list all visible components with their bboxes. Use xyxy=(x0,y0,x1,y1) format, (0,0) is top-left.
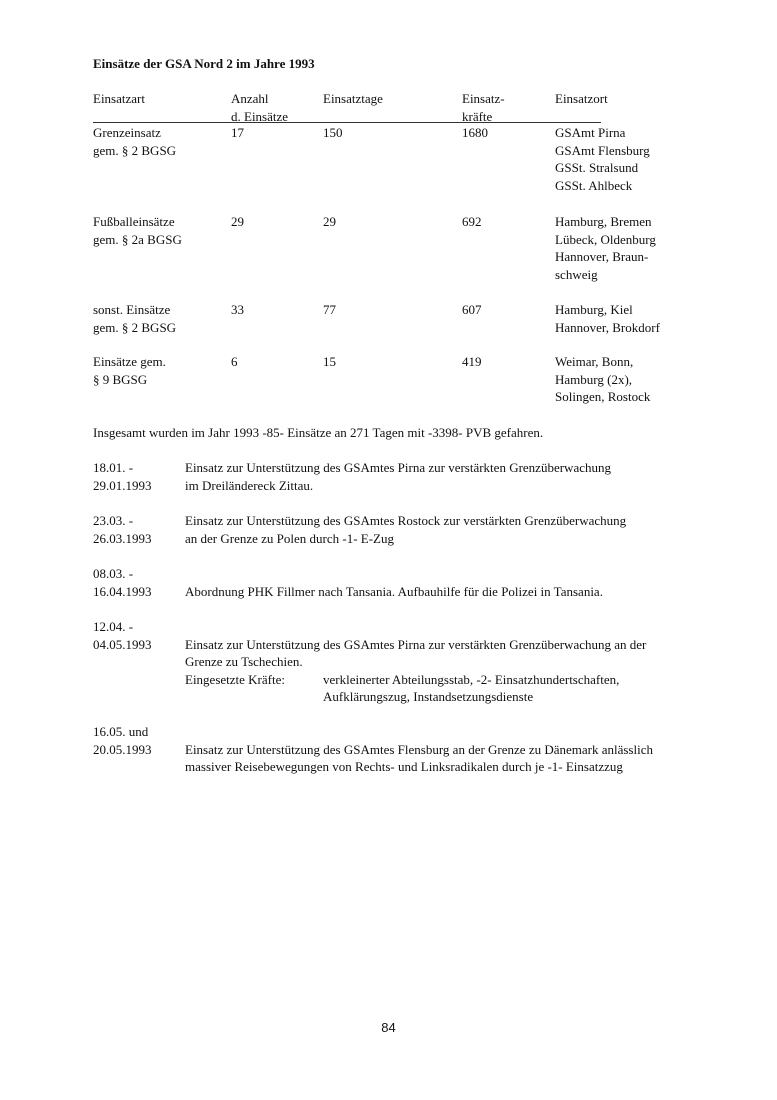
entry-date: 20.05.1993 xyxy=(93,741,152,757)
header-einsatzort: Einsatzort xyxy=(555,91,608,106)
entry-text: Einsatz zur Unterstützung des GSAmtes Pirna zur verstärkten Grenzüberwachung an der xyxy=(185,636,647,652)
header-einsatztage: Einsatztage xyxy=(323,91,383,106)
forces-text: verkleinerter Abteilungsstab, -2- Einsatzhundertschaften, xyxy=(323,671,620,687)
entry-date: 04.05.1993 xyxy=(93,636,152,652)
cell-einsatzort: Hannover, Braun- xyxy=(555,249,649,265)
entry-text: Grenze zu Tschechien. xyxy=(185,654,303,670)
header-anzahl-2: d. Einsätze xyxy=(231,108,289,124)
cell-einsatztage: 15 xyxy=(323,354,336,369)
header-anzahl: Anzahl xyxy=(231,91,269,106)
cell-einsatzort: GSSt. Stralsund xyxy=(555,160,639,176)
entry-date: 23.03. - xyxy=(93,513,134,528)
cell-einsatzart: gem. § 2 BGSG xyxy=(93,142,177,158)
entry-text: im Dreiländereck Zittau. xyxy=(185,477,314,493)
entry-text: Einsatz zur Unterstützung des GSAmtes Flensburg an der Grenze zu Dänemark anlässlich xyxy=(185,741,653,757)
cell-einsatzort: Hamburg, Kiel xyxy=(555,302,633,317)
cell-einsatzort: Weimar, Bonn, xyxy=(555,354,634,369)
entry-text: an der Grenze zu Polen durch -1- E-Zug xyxy=(185,530,394,546)
entry-date: 18.01. - xyxy=(93,460,134,475)
cell-kraefte: 1680 xyxy=(462,125,488,140)
header-einsatzart: Einsatzart xyxy=(93,91,145,106)
entry-date: 26.03.1993 xyxy=(93,530,152,546)
cell-einsatzort: GSAmt Flensburg xyxy=(555,142,650,158)
summary-text: Insgesamt wurden im Jahr 1993 -85- Einsätze an 271 Tagen mit -3398- PVB gefahren. xyxy=(93,425,544,440)
entry-text: Einsatz zur Unterstützung des GSAmtes Rostock zur verstärkten Grenzüberwachung xyxy=(185,513,627,528)
entry-date: 16.05. und xyxy=(93,724,149,739)
cell-einsatzort: Hannover, Brokdorf xyxy=(555,319,660,335)
page-title: Einsätze der GSA Nord 2 im Jahre 1993 xyxy=(93,56,315,71)
cell-einsatzart: gem. § 2a BGSG xyxy=(93,231,182,247)
header-kraefte-2: kräfte xyxy=(462,108,493,124)
cell-einsatzart: Fußballeinsätze xyxy=(93,214,175,229)
forces-label: Eingesetzte Kräfte: xyxy=(185,671,285,687)
entry-date: 16.04.1993 xyxy=(93,583,152,599)
cell-anzahl: 29 xyxy=(231,214,244,229)
cell-einsatzort: GSSt. Ahlbeck xyxy=(555,177,633,193)
cell-einsatzort: Hamburg, Bremen xyxy=(555,214,652,229)
entry-date: 12.04. - xyxy=(93,619,134,634)
cell-kraefte: 692 xyxy=(462,214,482,229)
entry-date: 08.03. - xyxy=(93,566,134,581)
cell-einsatzart: sonst. Einsätze xyxy=(93,302,171,317)
entry-text: massiver Reisebewegungen von Rechts- und Linksradikalen durch je -1- Einsatzzug xyxy=(185,759,623,775)
cell-einsatzort: Hamburg (2x), xyxy=(555,371,633,387)
cell-einsatzart: Grenzeinsatz xyxy=(93,125,161,140)
cell-einsatzort: GSAmt Pirna xyxy=(555,125,626,140)
cell-anzahl: 33 xyxy=(231,302,244,317)
cell-anzahl: 17 xyxy=(231,125,244,140)
cell-einsatzart: Einsätze gem. xyxy=(93,354,166,369)
cell-einsatztage: 29 xyxy=(323,214,336,229)
header-kraefte: Einsatz- xyxy=(462,91,505,106)
entry-text: Einsatz zur Unterstützung des GSAmtes Pirna zur verstärkten Grenzüberwachung xyxy=(185,460,611,475)
cell-einsatztage: 77 xyxy=(323,302,336,317)
cell-einsatzart: gem. § 2 BGSG xyxy=(93,319,177,335)
cell-einsatzort: schweig xyxy=(555,266,598,282)
cell-einsatzort: Solingen, Rostock xyxy=(555,389,651,405)
cell-einsatzort: Lübeck, Oldenburg xyxy=(555,231,656,247)
cell-einsatzart: § 9 BGSG xyxy=(93,371,148,387)
entry-text: Abordnung PHK Fillmer nach Tansania. Aufbauhilfe für die Polizei in Tansania. xyxy=(185,583,603,599)
cell-kraefte: 419 xyxy=(462,354,482,369)
entry-date: 29.01.1993 xyxy=(93,477,152,493)
cell-kraefte: 607 xyxy=(462,302,482,317)
cell-anzahl: 6 xyxy=(231,354,238,369)
header-rule xyxy=(93,122,601,123)
forces-text: Aufklärungszug, Instandsetzungsdienste xyxy=(323,689,534,705)
page-number: 84 xyxy=(381,1020,396,1035)
cell-einsatztage: 150 xyxy=(323,125,343,140)
